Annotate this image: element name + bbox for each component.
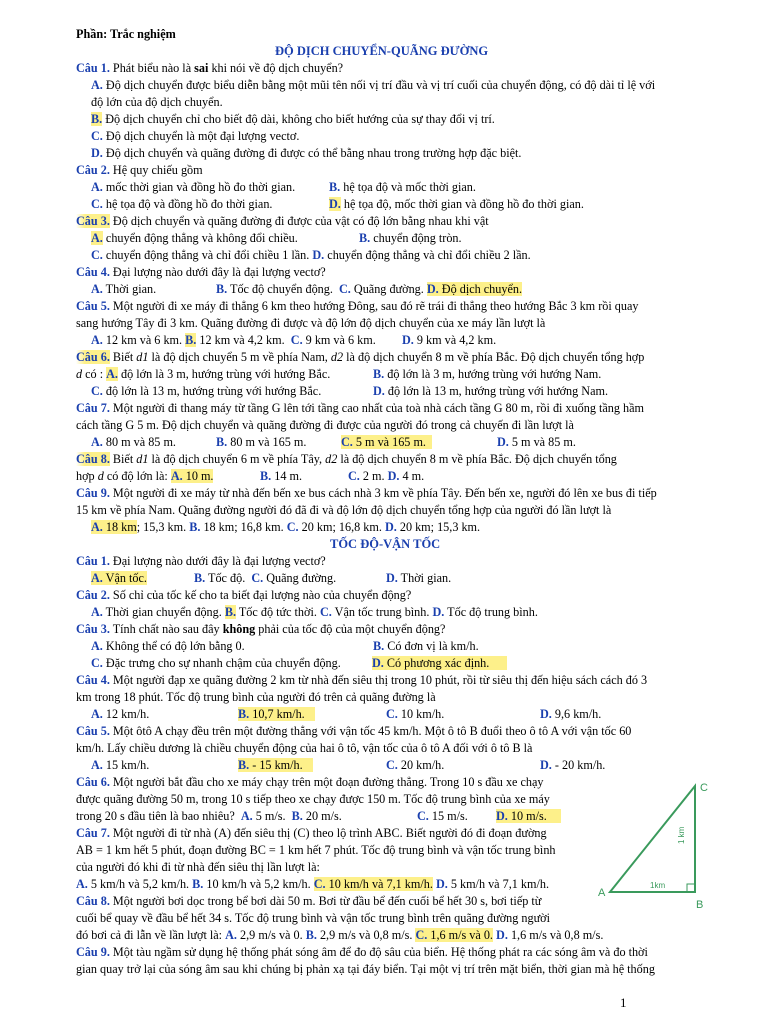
- s2-question-8-stem: Câu 8. Một người bơi dọc trong bể bơi dài 50 m. Bơi từ đầu bể đến cuối bể hết 30 s, bơi tiếp từ: [76, 894, 542, 908]
- q1-option-b: B. Độ dịch chuyển chỉ cho biết độ dài, không cho biết hướng của sự thay đổi vị trí.: [91, 112, 495, 126]
- s2-q3-option-b: B. Có đơn vị là km/h.: [373, 639, 479, 653]
- label-a: A: [598, 887, 606, 899]
- q3-option-a: A. chuyển động thẳng và không đổi chiều.: [91, 231, 298, 245]
- s2-q7-options: A. 5 km/h và 5,2 km/h. B. 10 km/h và 5,2 km/h. C. 10 km/h và 7,1 km/h. D. 5 km/h và 7,1 km/h.: [76, 877, 550, 891]
- s2-q1-option-a: A. Vận tốc.: [91, 571, 147, 585]
- q7-option-a: A. 80 m và 85 m.: [91, 435, 176, 449]
- label-c: C: [700, 782, 708, 794]
- q6-option-a: d có : A. độ lớn là 3 m, hướng trùng với hướng Bắc.: [76, 367, 331, 381]
- question-7-stem: Câu 7. Một người đi thang máy từ tầng G lên tới tầng cao nhất của toà nhà cách tầng G 80 m, rồi đi xuống tầng hầm: [76, 401, 645, 415]
- s2-question-6-stem: Câu 6. Một người bắt đầu cho xe máy chạy trên một đoạn đường thẳng. Trong 10 s đầu xe chạy: [76, 775, 544, 789]
- s2-q3-option-c: C. Đặc trưng cho sự nhanh chậm của chuyển động.: [91, 656, 341, 670]
- q1-option-a: A. Độ dịch chuyển được biểu diễn bằng một mũi tên nối vị trí đầu và vị trí cuối của chuyển động, có độ dài tỉ lệ với: [91, 78, 656, 92]
- question-9-stem-cont: 15 km về phía Nam. Quãng đường người đó đã đi và độ lớn độ dịch chuyển tổng hợp của người đó lần lượt là: [76, 503, 612, 517]
- s2-q6-option-d: D. 10 m/s.: [496, 808, 561, 825]
- q8-options-c-d: C. 2 m. D. 4 m.: [348, 469, 425, 483]
- s2-question-7-stem-cont2: của người đó khi đi từ nhà đến siêu thị lần lượt là:: [76, 860, 320, 874]
- s2-question-7-stem: Câu 7. Một người đi từ nhà (A) đến siêu thị (C) theo lộ trình ABC. Biết người đó đi đoạn đường: [76, 826, 547, 840]
- q1-option-c: C. Độ dịch chuyển là một đại lượng vectơ.: [91, 129, 300, 143]
- s2-q6-option-c: C. 15 m/s.: [417, 809, 468, 823]
- s2-question-4-stem: Câu 4. Một người đạp xe quãng đường 2 km từ nhà đến siêu thị trong 10 phút, rồi từ siêu thị đến hiệu sách cách đó 3: [76, 673, 648, 687]
- s2-q3-option-a: A. Không thể có độ lớn bằng 0.: [91, 639, 245, 653]
- s2-question-9-stem-cont: gian quay trở lại của sóng âm sau khi chúng bị phản xạ tại đáy biển. Tại một vị trí trên mặt biển, thời gian mà hệ thống: [76, 962, 655, 976]
- s2-q4-option-a: A. 12 km/h.: [91, 707, 150, 721]
- s2-q6-options: trong 20 s đầu tiên là bao nhiêu? A. 5 m/s. B. 20 m/s.: [76, 809, 342, 823]
- s2-q1-option-d: D. Thời gian.: [386, 571, 452, 585]
- s2-q5-option-b: B. - 15 km/h.: [238, 757, 313, 774]
- q3-option-b: B. chuyển động tròn.: [359, 231, 462, 245]
- q1-option-a-cont: độ lớn của độ dịch chuyển.: [91, 95, 223, 109]
- label-b: B: [696, 899, 704, 911]
- q9-options: A. 18 km; 15,3 km. B. 18 km; 16,8 km. C. 20 km; 16,8 km. D. 20 km; 15,3 km.: [91, 520, 481, 534]
- q2-option-a: A. mốc thời gian và đồng hồ đo thời gian.: [91, 180, 296, 194]
- s2-q4-option-b: B. 10,7 km/h.: [238, 706, 315, 723]
- q5-option-d: D. 9 km và 4,2 km.: [402, 333, 497, 347]
- question-2-stem: Câu 2. Hệ quy chiếu gồm: [76, 163, 203, 177]
- s2-q4-option-c: C. 10 km/h.: [386, 707, 445, 721]
- question-1-stem: Câu 1. Phát biểu nào là sai khi nói về độ dịch chuyển?: [76, 61, 344, 75]
- question-5-stem: Câu 5. Một người đi xe máy đi thẳng 6 km theo hướng Đông, sau đó rẽ trái đi thẳng theo hướng Bắc 3 km rồi quay: [76, 299, 639, 313]
- q5-options: A. 12 km và 6 km. B. 12 km và 4,2 km. C. 9 km và 6 km.: [91, 333, 376, 347]
- q7-option-b: B. 80 m và 165 m.: [216, 435, 307, 449]
- section-title-displacement: ĐỘ DỊCH CHUYỂN-QUÃNG ĐƯỜNG: [275, 44, 489, 58]
- s2-q5-option-a: A. 15 km/h.: [91, 758, 150, 772]
- q7-option-d: D. 5 m và 85 m.: [497, 435, 576, 449]
- q3-option-c-d: C. chuyển động thẳng và chỉ đổi chiều 1 lần. D. chuyển động thẳng và chỉ đổi chiều 2 lần.: [91, 248, 531, 262]
- triangle-abc-figure: [592, 778, 722, 913]
- s2-question-3-stem: Câu 3. Tính chất nào sau đây không phải của tốc độ của một chuyển động?: [76, 622, 446, 636]
- q1-option-d: D. Độ dịch chuyển và quãng đường đi được có thể bằng nhau trong trường hợp đặc biệt.: [91, 146, 522, 160]
- question-4-stem: Câu 4. Đại lượng nào dưới đây là đại lượng vectơ?: [76, 265, 326, 279]
- q4-option-a: A. Thời gian.: [91, 282, 157, 296]
- question-9-stem: Câu 9. Một người đi xe máy từ nhà đến bến xe bus cách nhà 3 km về phía Tây. Đến bến xe, người đó lên xe bus đi tiếp: [76, 486, 657, 500]
- section-header: Phần: Trắc nghiệm: [76, 27, 176, 41]
- q6-option-b: B. độ lớn là 3 m, hướng trùng với hướng Nam.: [373, 367, 602, 381]
- s2-question-1-stem: Câu 1. Đại lượng nào dưới đây là đại lượng vectơ?: [76, 554, 326, 568]
- q2-option-d: D. hệ tọa độ, mốc thời gian và đồng hồ đo thời gian.: [329, 197, 584, 211]
- question-8-stem-cont: hợp d có độ lớn là: A. 10 m.: [76, 469, 214, 483]
- s2-question-5-stem: Câu 5. Một ôtô A chạy đều trên một đường thẳng với vận tốc 45 km/h. Một ô tô B đuổi theo ô tô A với vận tốc 60: [76, 724, 632, 738]
- s2-question-9-stem: Câu 9. Một tàu ngầm sử dụng hệ thống phát sóng âm để đo độ sâu của biển. Hệ thống phát ra các sóng âm và đo thời: [76, 945, 648, 959]
- label-ab-length: 1km: [650, 881, 666, 890]
- question-5-stem-cont: sang hướng Tây đi 3 km. Quãng đường đi được và độ lớn độ dịch chuyển của xe máy lần lượt là: [76, 316, 546, 330]
- s2-question-5-stem-cont: km/h. Lấy chiều dương là chiều chuyển động của hai ô tô, vận tốc của ô tô A đối với ô tô B là: [76, 741, 533, 755]
- s2-question-2-stem: Câu 2. Số chỉ của tốc kế cho ta biết đại lượng nào của chuyển động?: [76, 588, 412, 602]
- right-angle-marker: [687, 884, 695, 892]
- question-7-stem-cont: cách tầng G 5 m. Độ dịch chuyển và quãng đường đi được của người đó trong cả chuyến đi lần lượt là: [76, 418, 574, 432]
- q4-options-b-c-d: B. Tốc độ chuyển động. C. Quãng đường. D. Độ dịch chuyển.: [216, 282, 522, 296]
- q6-option-c: C. độ lớn là 13 m, hướng trùng với hướng Bắc.: [91, 384, 322, 398]
- q6-option-d: D. độ lớn là 13 m, hướng trùng với hướng Nam.: [373, 384, 609, 398]
- s2-q1-options-b-c: B. Tốc độ. C. Quãng đường.: [194, 571, 337, 585]
- q2-option-b: B. hệ tọa độ và mốc thời gian.: [329, 180, 476, 194]
- q8-option-b: B. 14 m.: [260, 469, 302, 483]
- question-8-stem: Câu 8. Biết d1 là độ dịch chuyển 6 m về phía Tây, d2 là độ dịch chuyển 8 m về phía Bắc. Độ dịch chuyển tổng: [76, 452, 617, 466]
- q7-option-c: C. 5 m và 165 m.: [341, 434, 432, 451]
- s2-question-4-stem-cont: km trong 18 phút. Tốc độ trung bình của người đó trên cả quãng đường là: [76, 690, 436, 704]
- s2-question-6-stem-cont: được quãng đường 50 m, trong 10 s tiếp theo xe chạy được 150 m. Tốc độ trung bình của xe máy: [76, 792, 550, 806]
- section-title-speed: TỐC ĐỘ-VẬN TỐC: [330, 537, 441, 551]
- q2-option-c: C. hệ tọa độ và đồng hồ đo thời gian.: [91, 197, 273, 211]
- question-6-stem: Câu 6. Biết d1 là độ dịch chuyển 5 m về phía Nam, d2 là độ dịch chuyển 8 m về phía Bắc. Độ dịch chuyển tổng hợp: [76, 350, 645, 364]
- s2-q8-options: đó bơi cả đi lẫn về lần lượt là: A. 2,9 m/s và 0. B. 2,9 m/s và 0,8 m/s. C. 1,6 m/s và 0. D. 1,6 m/s và 0,8 m/s.: [76, 928, 604, 942]
- question-3-stem: Câu 3. Độ dịch chuyển và quãng đường đi được của vật có độ lớn bằng nhau khi vật: [76, 214, 489, 228]
- s2-q3-option-d: D. Có phương xác định.: [372, 655, 507, 672]
- s2-question-8-stem-cont: cuối bể quay về đầu bể hết 34 s. Tốc độ trung bình và vận tốc trung bình trên quãng đường người: [76, 911, 551, 925]
- s2-q5-option-c: C. 20 km/h.: [386, 758, 445, 772]
- s2-q5-option-d: D. - 20 km/h.: [540, 758, 606, 772]
- page-number: 1: [620, 995, 627, 1010]
- label-bc-length: 1 km: [677, 826, 686, 844]
- s2-q4-option-d: D. 9,6 km/h.: [540, 707, 602, 721]
- s2-q2-options: A. Thời gian chuyển động. B. Tốc độ tức thời. C. Vận tốc trung bình. D. Tốc độ trung bình.: [91, 605, 538, 619]
- s2-question-7-stem-cont: AB = 1 km hết 5 phút, đoạn đường BC = 1 km hết 7 phút. Tốc độ trung bình và vận tốc trung bình: [76, 843, 556, 857]
